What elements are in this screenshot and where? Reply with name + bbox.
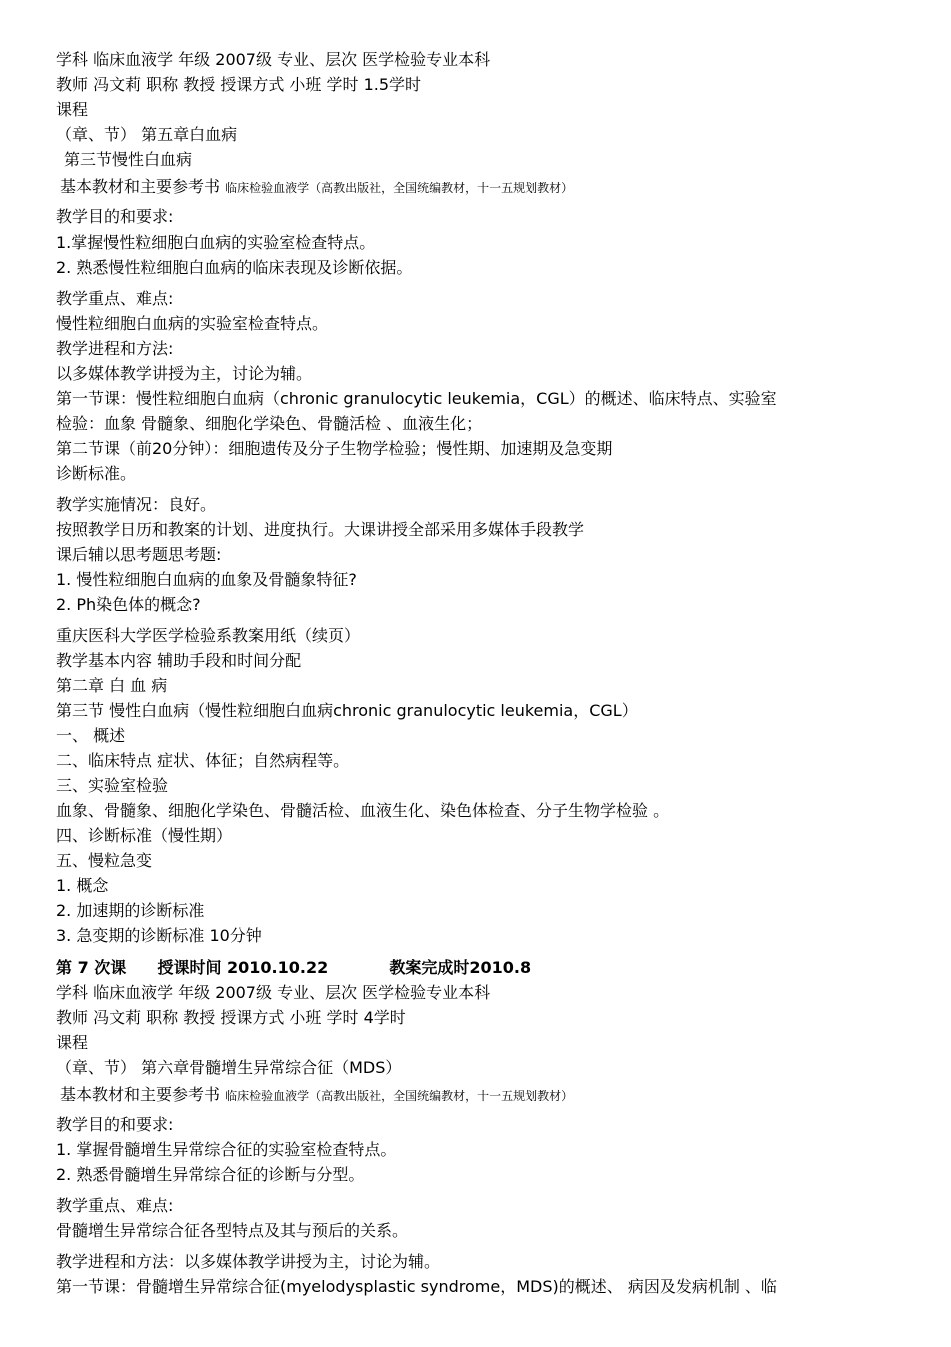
lesson-time: 授课时间 2010.10.22 bbox=[157, 958, 329, 977]
question-item: 2. Ph染色体的概念? bbox=[56, 595, 201, 614]
lesson-number: 第 7 次课 bbox=[56, 958, 127, 977]
chapter-line: （章、节） 第六章骨髓增生异常综合征（MDS） bbox=[56, 1058, 402, 1077]
course-label: 课程 bbox=[56, 100, 89, 119]
key-points-heading: 教学重点、难点: bbox=[56, 1196, 174, 1215]
lesson-one-text: 第一节课：慢性粒细胞白血病（chronic granulocytic leukemia，CGL）的概述、临床特点、实验室 bbox=[56, 389, 777, 408]
lesson-one-text: 第一节课：骨髓增生异常综合征(myelodysplastic syndrome，MDS)的概述、 病因及发病机制 、临 bbox=[56, 1277, 777, 1296]
textbook-line bbox=[60, 1084, 573, 1106]
outline-item: 五、慢粒急变 bbox=[56, 851, 153, 870]
outline-detail: 血象、骨髓象、细胞化学染色、骨髓活检、血液生化、染色体检查、分子生物学检验 。 bbox=[56, 801, 670, 820]
outline-subitem: 1. 概念 bbox=[56, 876, 109, 895]
outline-subitem: 2. 加速期的诊断标准 bbox=[56, 901, 205, 920]
chapter-line: （章、节） 第五章白血病 bbox=[56, 125, 238, 144]
plan-completed: 教案完成时2010.8 bbox=[389, 958, 532, 977]
course-label: 课程 bbox=[56, 1033, 89, 1052]
textbook-label: 基本教材和主要参考书 bbox=[60, 1085, 221, 1104]
subject-info-line: 学科 临床血液学 年级 2007级 专业、层次 医学检验专业本科 bbox=[56, 983, 491, 1002]
key-points-text: 慢性粒细胞白血病的实验室检查特点。 bbox=[56, 314, 329, 333]
objective-item: 1. 掌握骨髓增生异常综合征的实验室检查特点。 bbox=[56, 1140, 397, 1159]
questions-heading: 课后辅以思考题思考题: bbox=[56, 545, 222, 564]
objectives-heading: 教学目的和要求: bbox=[56, 207, 174, 226]
outline-item: 一、 概述 bbox=[56, 726, 126, 745]
section-line: 第三节慢性白血病 bbox=[64, 150, 193, 169]
lesson-one-text-cont: 检验：血象 骨髓象、细胞化学染色、骨髓活检 、血液生化； bbox=[56, 414, 483, 433]
teacher-info-line: 教师 冯文莉 职称 教授 授课方式 小班 学时 1.5学时 bbox=[56, 75, 422, 94]
textbook-line bbox=[60, 176, 573, 198]
objective-item: 1.掌握慢性粒细胞白血病的实验室检查特点。 bbox=[56, 233, 376, 252]
textbook-label: 基本教材和主要参考书 bbox=[60, 177, 221, 196]
outline-item: 二、临床特点 症状、体征；自然病程等。 bbox=[56, 751, 350, 770]
lesson-two-text-cont: 诊断标准。 bbox=[56, 464, 137, 483]
key-points-heading: 教学重点、难点: bbox=[56, 289, 174, 308]
outline-item: 三、实验室检验 bbox=[56, 776, 169, 795]
lesson-two-text: 第二节课（前20分钟）：细胞遗传及分子生物学检验；慢性期、加速期及急变期 bbox=[56, 439, 613, 458]
implementation-text: 按照教学日历和教案的计划、进度执行。大课讲授全部采用多媒体手段教学 bbox=[56, 520, 585, 539]
process-heading: 教学进程和方法: bbox=[56, 339, 174, 358]
content-header: 教学基本内容 辅助手段和时间分配 bbox=[56, 651, 302, 670]
process-line: 教学进程和方法：以多媒体教学讲授为主，讨论为辅。 bbox=[56, 1252, 441, 1271]
teacher-info-line: 教师 冯文莉 职称 教授 授课方式 小班 学时 4学时 bbox=[56, 1008, 406, 1027]
process-text: 以多媒体教学讲授为主，讨论为辅。 bbox=[56, 364, 313, 383]
section-title: 第三节 慢性白血病（慢性粒细胞白血病chronic granulocytic leukemia，CGL） bbox=[56, 701, 638, 720]
question-item: 1. 慢性粒细胞白血病的血象及骨髓象特征? bbox=[56, 570, 357, 589]
subject-info-line: 学科 临床血液学 年级 2007级 专业、层次 医学检验专业本科 bbox=[56, 50, 491, 69]
chapter-title: 第二章 白 血 病 bbox=[56, 676, 168, 695]
objective-item: 2. 熟悉骨髓增生异常综合征的诊断与分型。 bbox=[56, 1165, 365, 1184]
textbook-value: 临床检验血液学（高教出版社，全国统编教材，十一五规划教材） bbox=[225, 181, 574, 195]
objectives-heading: 教学目的和要求: bbox=[56, 1115, 174, 1134]
objective-item: 2. 熟悉慢性粒细胞白血病的临床表现及诊断依据。 bbox=[56, 258, 413, 277]
implementation-line: 教学实施情况：良好。 bbox=[56, 495, 217, 514]
key-points-text: 骨髓增生异常综合征各型特点及其与预后的关系。 bbox=[56, 1221, 409, 1240]
outline-item: 四、诊断标准（慢性期） bbox=[56, 826, 233, 845]
outline-subitem: 3. 急变期的诊断标准 10分钟 bbox=[56, 926, 262, 945]
lesson-header bbox=[56, 957, 531, 979]
textbook-value: 临床检验血液学（高教出版社，全国统编教材，十一五规划教材） bbox=[225, 1089, 574, 1103]
continuation-header: 重庆医科大学医学检验系教案用纸（续页） bbox=[56, 626, 361, 645]
